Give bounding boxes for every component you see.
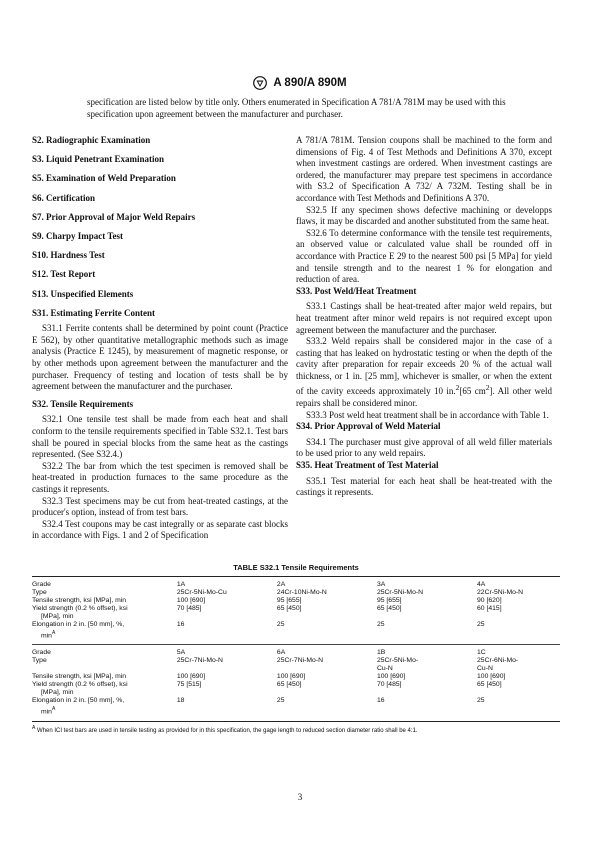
s34-heading: S34. Prior Approval of Weld Material bbox=[296, 421, 441, 432]
s35-1-paragraph: S35.1 Test material for each heat shall be heat-treated with the castings it represents. bbox=[296, 475, 552, 498]
s32-4-paragraph: S32.4 Test coupons may be cast integrally or as separate cast blocks in accordance with Figs. 1 and 2 of Specification bbox=[32, 518, 288, 541]
table-row: [MPa], min bbox=[41, 689, 74, 697]
s33-3-paragraph: S33.3 Post weld heat treatment shall be in accordance with Table 1. bbox=[306, 409, 549, 420]
table-row: $\min^A$ bbox=[41, 706, 56, 716]
s32-5-paragraph: S32.5 If any specimen shows defective machining or developps flaws, it may be discarded and another substituted from the same heat. bbox=[296, 204, 552, 227]
page-number: 3 bbox=[297, 792, 303, 802]
table-row: Grade 1A 2A 3A 4A bbox=[32, 581, 486, 588]
s32-heading: S32. Tensile Requirements bbox=[32, 398, 134, 409]
s32-4-continuation: A 781/A 781M. Tension coupons shall be machined to the form and dimensions of Fig. 4 of Test Methods and Definitions A 370, except when investment castings are ordered. When investment castings are ordered, the manufacturer may prepare test specimens in accordance with S3.2 of Specification A 732/ A 732M. Testing shall be in accordance with Test Methods and Definitions A 370. bbox=[296, 135, 552, 203]
table-row: Type 25Cr-7Ni-Mo-N 25Cr-7Ni-Mo-N 25Cr-5Ni-Mo- 25Cr-6Ni-Mo- bbox=[32, 657, 519, 665]
section-heading: S10. Hardness Test bbox=[32, 250, 105, 261]
designation: A 890/A 890M bbox=[273, 77, 347, 90]
s32-6-paragraph: S32.6 To determine conformance with the tensile test requirements, an observed value or calculated value shall be rounded off in accordance with Practice E 29 to the nearest 500 psi [5 MPa] for yield and tensile strength and to the nearest 1 % for elongation and reduction of area. bbox=[296, 227, 552, 285]
s32-1-paragraph: S32.1 One tensile test shall be made from each heat and shall conform to the tensile requirements specified in Table S32.1. Test bars shall be poured in special blocks from the same heat as the castings represented. (See S32.4.) bbox=[32, 414, 288, 460]
table-row: [MPa], min bbox=[41, 613, 74, 620]
s32-3-paragraph: S32.3 Test specimens may be cut from heat-treated castings, at the producer's option, instead of from test bars. bbox=[32, 495, 288, 518]
astm-logo-icon bbox=[253, 76, 267, 90]
page-header bbox=[0, 74, 600, 92]
table-row: Tensile strength, ksi [MPa], min 100 [690] 100 [690] 100 [690] 100 [690] bbox=[32, 673, 506, 681]
table-row: Elongation in 2 in. [50 mm], %, 16 25 25 25 bbox=[32, 621, 485, 628]
table-row: Cu-N Cu-N bbox=[376, 665, 493, 673]
s31-1-paragraph: S31.1 Ferrite contents shall be determined by point count (Practice E 562), by other quantitative metallographic methods such as image analysis (Practice E 1245), by measurement of magnetic response, or by other methods upon agreement between the manufacturer and the purchaser. Frequency of testing and location of tests shall be by agreement between the manufacturer and the purchaser. bbox=[32, 323, 288, 392]
table-row: $\min^A$ bbox=[41, 630, 56, 640]
table-row: Elongation in 2 in. [50 mm], %, 18 25 16 25 bbox=[32, 697, 485, 705]
section-heading: S7. Prior Approval of Major Weld Repairs bbox=[32, 211, 196, 222]
tensile-table-block-2 bbox=[32, 645, 560, 720]
section-heading: S5. Examination of Weld Preparation bbox=[32, 173, 176, 184]
table-row: Yield strength (0.2 % offset), ksi 70 [485] 65 [450] 65 [450] 60 [415] bbox=[32, 605, 502, 612]
left-column bbox=[32, 135, 288, 542]
intro-paragraph: specification are listed below by title only. Others enumerated in Specification A 781/A 781M may be used with this specification upon agreement between the manufacturer and purchaser. bbox=[87, 97, 506, 119]
table-row: Tensile strength, ksi [MPa], min 100 [690] 95 [655] 95 [655] 90 [620] bbox=[32, 597, 502, 604]
tensile-requirements-table bbox=[32, 563, 560, 734]
section-heading: S12. Test Report bbox=[32, 269, 96, 280]
s32-2-paragraph: S32.2 The bar from which the test specimen is removed shall be heat-treated in production furnaces to the same procedure as the castings it represents. bbox=[32, 460, 288, 494]
table-row: Type 25Cr-5Ni-Mo-Cu 24Cr-10Ni-Mo-N 25Cr-5Ni-Mo-N 22Cr-5Ni-Mo-N bbox=[32, 589, 524, 596]
s31-heading: S31. Estimating Ferrite Content bbox=[32, 307, 155, 318]
s35-heading: S35. Heat Treatment of Test Material bbox=[296, 460, 439, 471]
section-heading: S2. Radiographic Examination bbox=[32, 135, 151, 145]
s33-2-paragraph: S33.2 Weld repairs shall be considered major in the case of a casting that has leaked on hydrostatic testing or when the depth of the cavity after preparation for repair exceeds 20 % of the actual wall thickness, or 1 in. [25 mm], whichever is smaller, or when the extent of the cavity exceeds approximately 10 in.$^2$[65 $cm^2$]. All other weld repairs shall be considered minor. bbox=[296, 336, 552, 409]
section-heading: S6. Certification bbox=[32, 192, 95, 203]
section-heading: S9. Charpy Impact Test bbox=[32, 230, 124, 241]
s33-heading: S33. Post Weld/Heat Treatment bbox=[296, 285, 417, 296]
table-row: Grade 5A 6A 1B 1C bbox=[32, 649, 486, 657]
table-footnote: $^A$ When ICI test bars are used in tensile testing as provided for in this specification, the gage length to reduced section diameter ratio shall be 4:1. bbox=[32, 724, 418, 734]
s33-1-paragraph: S33.1 Castings shall be heat-treated after major weld repairs, but heat treatment after minor weld repairs is not required except upon agreement between the manufacturer and the purchaser. bbox=[296, 301, 552, 335]
right-column bbox=[296, 135, 552, 499]
section-heading: S13. Unspecified Elements bbox=[32, 288, 134, 299]
section-heading: S3. Liquid Penetrant Examination bbox=[32, 154, 165, 165]
tensile-table bbox=[32, 577, 560, 644]
table-title: TABLE S32.1 Tensile Requirements bbox=[233, 563, 359, 572]
s34-1-paragraph: S34.1 The purchaser must give approval of all weld filler materials to be used prior to any weld repairs. bbox=[296, 436, 552, 459]
table-row: Yield strength (0.2 % offset), ksi 75 [515] 65 [450] 70 [485] 65 [450] bbox=[32, 681, 502, 689]
